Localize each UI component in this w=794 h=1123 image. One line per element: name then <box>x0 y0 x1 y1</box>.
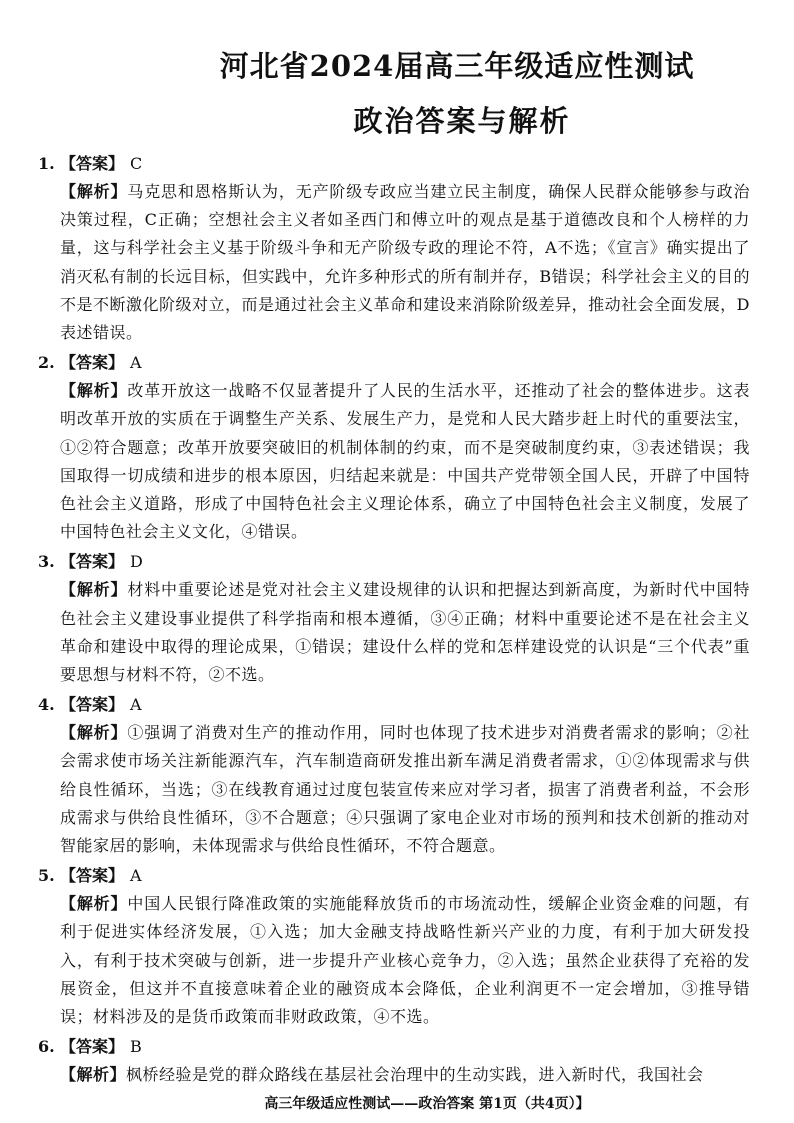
analysis-label: 【解析】 <box>60 894 128 914</box>
answer-line <box>38 548 750 576</box>
analysis-paragraph <box>60 576 750 689</box>
analysis-label: 【解析】 <box>60 723 128 743</box>
answer-line <box>38 862 750 890</box>
answer-label: 【答案】 <box>60 552 125 572</box>
answer-label: 【答案】 <box>60 154 125 173</box>
analysis-text: 马克思和恩格斯认为，无产阶级专政应当建立民主制度，确保人民群众能够参与政治决策过程，C正确；空想社会主义者如圣西门和傅立叶的观点是基于道德改良和个人榜样的力量，这与科学社会主义基于阶级斗争和无产阶级专政的理论不符，A不选；《宣言》确实提出了消灭私有制的长远目标，但实践中，允许多种形式的所有制并存，B错误；科学社会主义的目的不是不断激化阶级对立，而是通过社会主义革命和建设来消除阶级差异，推动社会全面发展，D表述错误。 <box>60 182 750 343</box>
answer-line <box>38 150 750 178</box>
analysis-paragraph <box>60 1061 750 1089</box>
answer-label: 【答案】 <box>60 866 125 886</box>
question-item <box>38 862 750 1031</box>
question-number: 1. <box>38 154 55 173</box>
answer-line <box>38 349 750 377</box>
answer-line <box>38 691 750 719</box>
page-footer: 高三年级适应性测试——政治答案 第1页（共4页）】 <box>264 1096 590 1112</box>
answer-value: C <box>130 154 143 173</box>
answer-label: 【答案】 <box>60 353 125 373</box>
document-subtitle: 政治答案与解析 <box>353 104 571 138</box>
analysis-label: 【解析】 <box>60 182 128 201</box>
question-item <box>38 691 750 860</box>
analysis-paragraph <box>60 719 750 860</box>
answer-label: 【答案】 <box>60 1037 125 1057</box>
analysis-text: 改革开放这一战略不仅显著提升了人民的生活水平，还推动了社会的整体进步。这表明改革开放的实质在于调整生产关系、发展生产力，是党和人民大踏步赶上时代的重要法宝，①②符合题意；改革开放要突破旧的机制体制的约束，而不是突破制度约束，③表述错误；我国取得一切成绩和进步的根本原因，归结起来就是：中国共产党带领全国人民，开辟了中国特色社会主义道路，形成了中国特色社会主义理论体系，确立了中国特色社会主义制度，发展了中国特色社会主义文化，④错误。 <box>60 381 750 542</box>
title-block <box>0 44 794 140</box>
answer-value: B <box>130 1037 142 1057</box>
answer-line <box>38 1033 750 1061</box>
analysis-text: 中国人民银行降准政策的实施能释放货币的市场流动性，缓解企业资金难的问题，有利于促进实体经济发展，①入选；加大金融支持战略性新兴产业的力度，有利于加大研发投入，有利于技术突破与创新，进一步提升产业核心竞争力，②入选；虽然企业获得了充裕的发展资金，但这并不直接意味着企业的融资成本会降低，企业利润更不一定会增加，③推导错误；材料涉及的是货币政策而非财政政策，④不选。 <box>60 894 750 1027</box>
question-number: 4. <box>38 695 55 715</box>
question-number: 2. <box>38 353 55 373</box>
answer-label: 【答案】 <box>60 695 125 715</box>
question-item <box>38 548 750 689</box>
answer-value: A <box>130 353 142 373</box>
analysis-label: 【解析】 <box>60 381 128 401</box>
analysis-label: 【解析】 <box>60 580 128 600</box>
analysis-label: 【解析】 <box>60 1065 127 1085</box>
answer-value: A <box>130 866 142 886</box>
answer-value: A <box>130 695 142 715</box>
question-item <box>38 349 750 546</box>
answer-value: D <box>130 552 143 572</box>
analysis-paragraph <box>60 377 750 546</box>
question-number: 3. <box>38 552 55 572</box>
analysis-paragraph <box>60 890 750 1031</box>
analysis-text: 材料中重要论述是党对社会主义建设规律的认识和把握达到新高度，为新时代中国特色社会主义建设事业提供了科学指南和根本遵循，③④正确；材料中重要论述不是在社会主义革命和建设中取得的理论成果，①错误；建设什么样的党和怎样建设党的认识是“三个代表”重要思想与材料不符，②不选。 <box>60 580 750 685</box>
analysis-text: ①强调了消费对生产的推动作用，同时也体现了技术进步对消费者需求的影响；②社会需求使市场关注新能源汽车，汽车制造商研发推出新车满足消费者需求，①②体现需求与供给良性循环，当选；③在线教育通过过度包装宣传来应对学习者，损害了消费者利益，不会形成需求与供给良性循环，③不合题意；④只强调了家电企业对市场的预判和技术创新的推动对智能家居的影响，未体现需求与供给良性循环，不符合题意。 <box>60 723 750 856</box>
document-title: 河北省2024届高三年级适应性测试 <box>219 49 695 83</box>
analysis-paragraph <box>60 178 750 347</box>
question-item <box>38 1033 750 1089</box>
question-number: 6. <box>38 1037 55 1057</box>
question-item <box>38 150 750 347</box>
analysis-text: 枫桥经验是党的群众路线在基层社会治理中的生动实践，进入新时代，我国社会 <box>126 1065 704 1085</box>
question-number: 5. <box>38 866 55 886</box>
answer-list <box>38 150 750 1091</box>
